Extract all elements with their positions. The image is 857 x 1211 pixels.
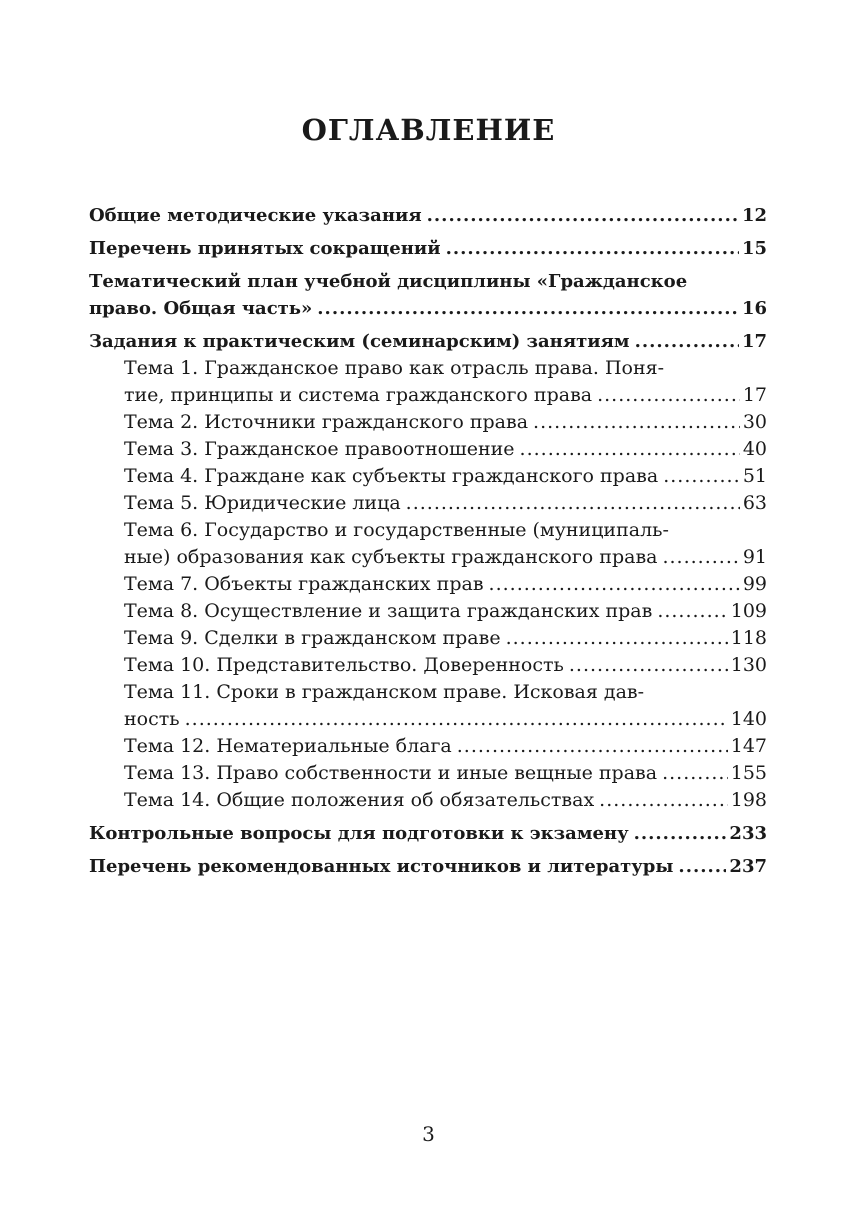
toc-page-number: 17	[742, 384, 767, 406]
dot-leader	[185, 706, 728, 733]
toc-entry-text-line1: Тема 1. Гражданское право как отрасль права. Поня-	[124, 357, 665, 379]
toc-page-number: 17	[741, 331, 767, 352]
dot-leader	[663, 463, 740, 490]
dot-leader	[657, 598, 727, 625]
toc-page-number: 147	[730, 735, 767, 757]
dot-leader	[317, 295, 739, 322]
toc-topic-13	[89, 760, 767, 787]
toc-entry-practical-tasks	[89, 328, 767, 355]
toc-entry-text: Перечень принятых сокращений	[89, 238, 441, 259]
toc-page-number: 30	[742, 411, 767, 433]
toc-page-number: 15	[741, 238, 767, 259]
dot-leader	[569, 652, 728, 679]
toc-page-number: 198	[730, 789, 767, 811]
dot-leader	[597, 382, 740, 409]
dot-leader	[446, 235, 739, 262]
toc-page-number: 99	[742, 573, 767, 595]
toc-entry-text: Контрольные вопросы для подготовки к экзамену	[89, 823, 629, 844]
toc-entry-text: Тема 5. Юридические лица	[124, 492, 401, 514]
dot-leader	[406, 490, 740, 517]
dot-leader	[533, 409, 740, 436]
toc-page-number: 16	[741, 298, 767, 319]
dot-leader	[457, 733, 728, 760]
toc-entry-text: Задания к практическим (семинарским) занятиям	[89, 331, 630, 352]
toc-topic-4	[89, 463, 767, 490]
toc-entry-text-line1: Тема 6. Государство и государственные (муниципаль-	[124, 519, 669, 541]
toc-topic-14	[89, 787, 767, 814]
toc-topic-3	[89, 436, 767, 463]
dot-leader	[599, 787, 728, 814]
dot-leader	[662, 760, 728, 787]
toc-page-number: 109	[730, 600, 767, 622]
toc-entry-abbreviations	[89, 235, 767, 262]
dot-leader	[635, 328, 739, 355]
toc-entry-text: Тема 14. Общие положения об обязательствах	[124, 789, 595, 811]
toc-topic-10	[89, 652, 767, 679]
toc-topic-7	[89, 571, 767, 598]
toc-page-number: 237	[729, 856, 767, 877]
toc-page-number: 51	[742, 465, 767, 487]
toc-topic-11	[89, 679, 767, 733]
toc-topic-5	[89, 490, 767, 517]
toc-entry-text: ные) образования как субъекты гражданского права	[124, 546, 658, 568]
toc-entry-text-line1: Тема 11. Сроки в гражданском праве. Исковая дав-	[124, 681, 645, 703]
toc-page-number: 40	[742, 438, 767, 460]
toc-entry-text: Тема 2. Источники гражданского права	[124, 411, 529, 433]
toc-entry-text: Тема 13. Право собственности и иные вещные права	[124, 762, 658, 784]
toc-entry-text: Тема 8. Осуществление и защита гражданских прав	[124, 600, 653, 622]
toc-entry-text: Перечень рекомендованных источников и литературы	[89, 856, 674, 877]
toc-entry-text: Тема 10. Представительство. Доверенность	[124, 654, 564, 676]
toc-entry-text: Тема 4. Граждане как субъекты гражданского права	[124, 465, 659, 487]
dot-leader	[634, 820, 727, 847]
toc-topic-8	[89, 598, 767, 625]
page-number: 3	[422, 1122, 435, 1146]
toc-entry-thematic-plan	[89, 268, 767, 322]
toc-entry-text: Тема 7. Объекты гражданских прав	[124, 573, 484, 595]
dot-leader	[520, 436, 740, 463]
toc-topic-9	[89, 625, 767, 652]
dot-leader	[506, 625, 728, 652]
toc-topic-6	[89, 517, 767, 571]
toc-entry-exam-questions	[89, 820, 767, 847]
toc-entry-guidelines	[89, 202, 767, 229]
toc-topic-2	[89, 409, 767, 436]
toc-page-number: 118	[730, 627, 767, 649]
toc-page-number: 140	[730, 708, 767, 730]
toc-page-number: 91	[742, 546, 767, 568]
toc-entry-text: Тема 12. Нематериальные блага	[124, 735, 452, 757]
page-title: ОГЛАВЛЕНИЕ	[301, 113, 556, 147]
toc-entry-text-line1: Тематический план учебной дисциплины «Гражданское	[89, 271, 688, 292]
toc-page-number: 155	[730, 762, 767, 784]
toc-entry-text: Общие методические указания	[89, 205, 422, 226]
toc-entry-literature	[89, 853, 767, 880]
toc-topic-12	[89, 733, 767, 760]
dot-leader	[662, 544, 739, 571]
toc-entry-text: Тема 3. Гражданское правоотношение	[124, 438, 515, 460]
dot-leader	[489, 571, 740, 598]
toc-topic-1	[89, 355, 767, 409]
toc-page-number: 12	[741, 205, 767, 226]
toc-entry-text: тие, принципы и система гражданского права	[124, 384, 593, 406]
dot-leader	[427, 202, 739, 229]
toc-page-number: 233	[729, 823, 767, 844]
toc-entry-text: Тема 9. Сделки в гражданском праве	[124, 627, 501, 649]
table-of-contents	[89, 202, 767, 880]
toc-entry-text: право. Общая часть»	[89, 298, 313, 319]
toc-page-number: 63	[742, 492, 767, 514]
dot-leader	[678, 853, 726, 880]
toc-entry-text: ность	[124, 708, 180, 730]
toc-page-number: 130	[730, 654, 767, 676]
